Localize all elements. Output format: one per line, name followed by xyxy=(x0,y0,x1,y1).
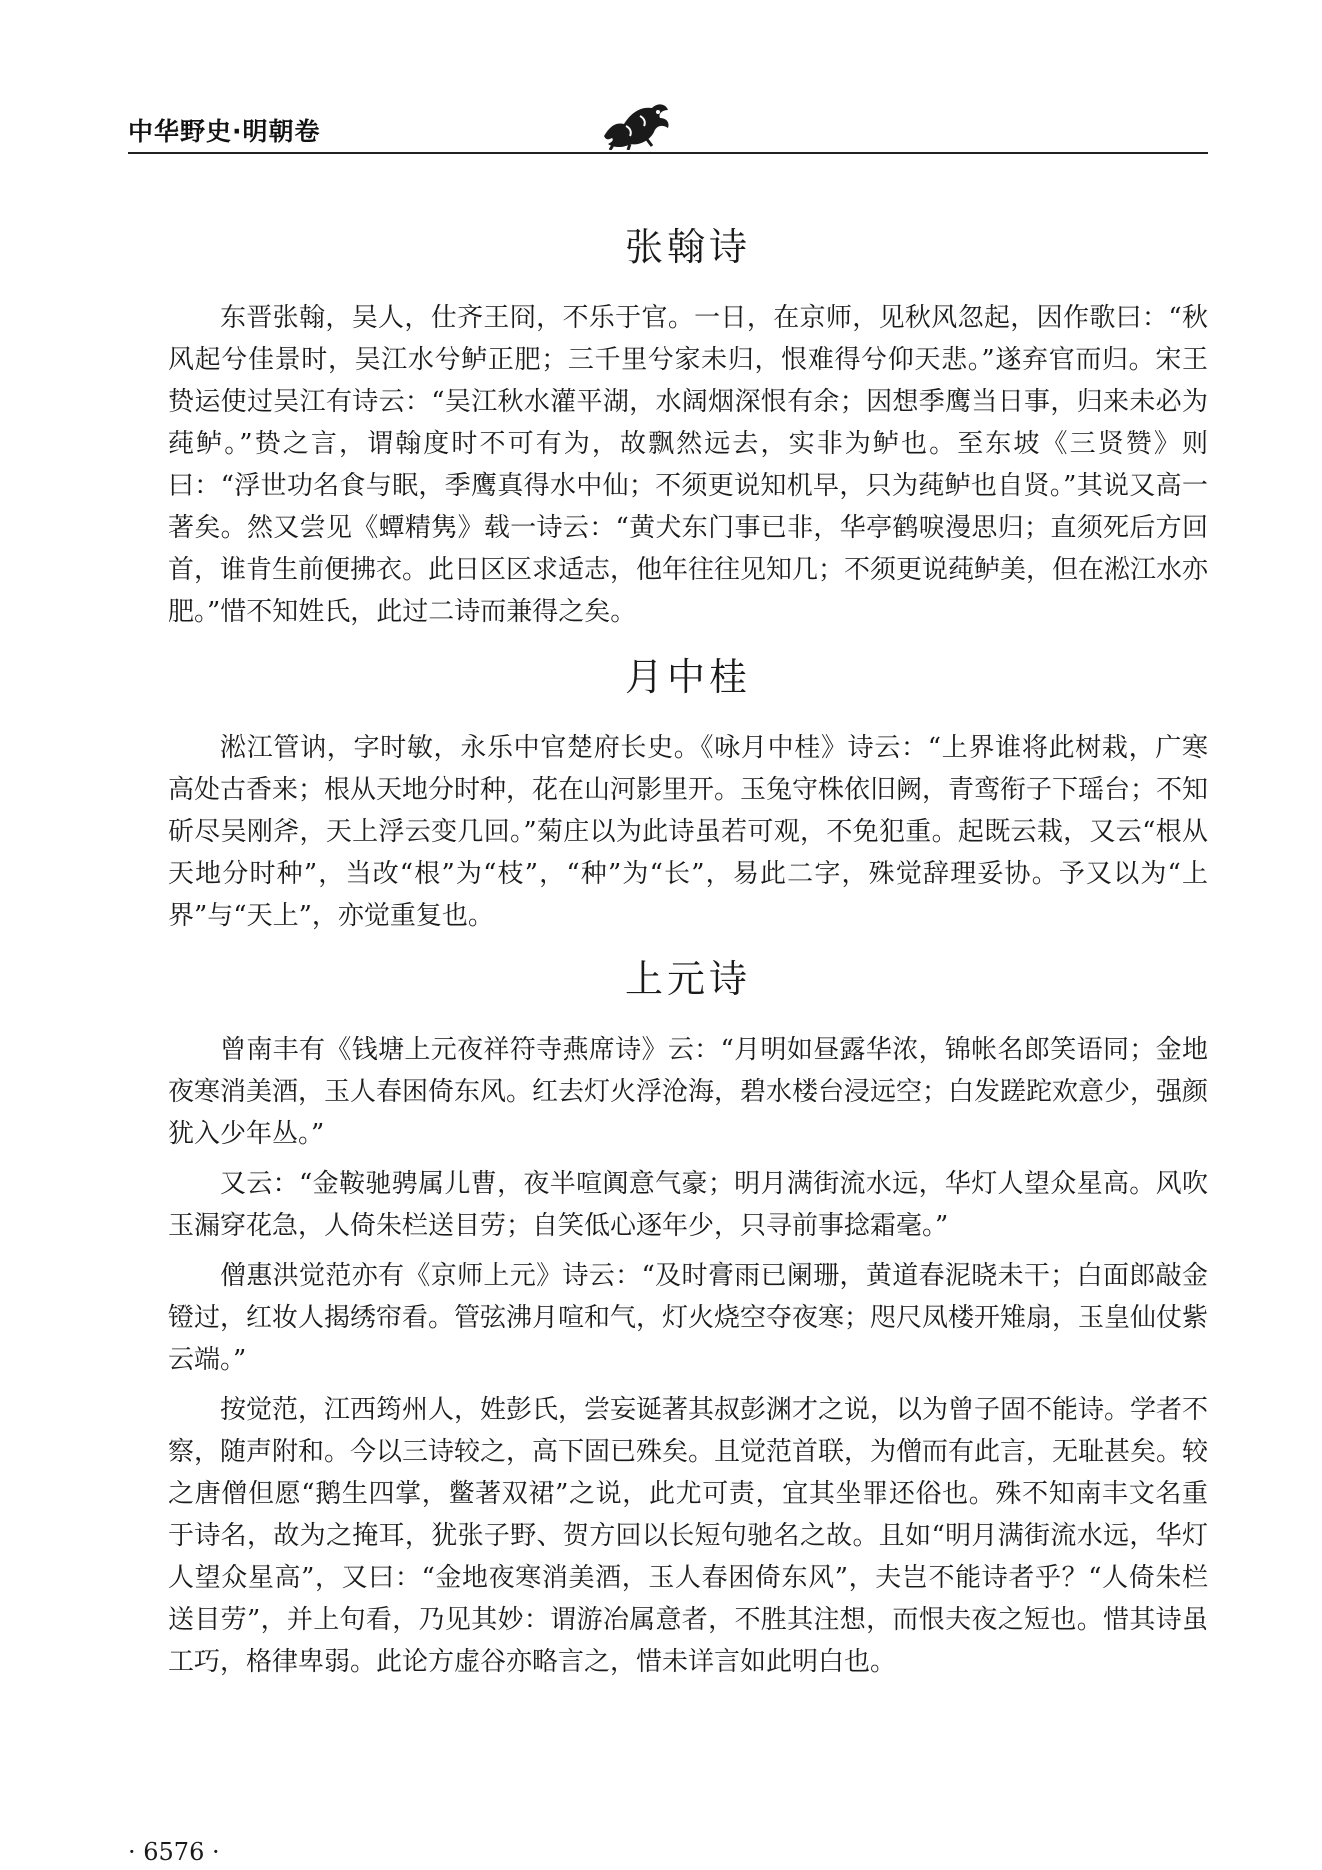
section-title: 上元诗 xyxy=(624,957,751,1001)
section-title: 月中桂 xyxy=(624,655,751,699)
page-number: · 6576 · xyxy=(128,1838,220,1866)
paragraph: 曾南丰有《钱塘上元夜祥符寺燕席诗》云：“月明如昼露华浓，锦帐名郎笑语同；金地夜寒消美酒，玉人春困倚东风。红去灯火浮沧海，碧水楼台浸远空；白发蹉跎欢意少，强颜犹入少年丛。” xyxy=(168,1035,1209,1149)
page-content xyxy=(168,205,1208,1683)
header-divider xyxy=(128,152,1208,154)
paragraph: 按觉范，江西筠州人，姓彭氏，尝妄诞著其叔彭渊才之说，以为曾子固不能诗。学者不察，随声附和。今以三诗较之，高下固已殊矣。且觉范首联，为僧而有此言，无耻甚矣。较之唐僧但愿“鹅生四掌，鳖著双裙”之说，此尤可责，宜其坐罪还俗也。殊不知南丰文名重于诗名，故为之掩耳，犹张子野、贺方回以长短句驰名之故。且如“明月满街流水远，华灯人望众星高”，又曰：“金地夜寒消美酒，玉人春困倚东风”，夫岂不能诗者乎？“人倚朱栏送目劳”，并上句看，乃见其妙：谓游冶属意者，不胜其注想，而恨夫夜之短也。惜其诗虽工巧，格律卑弱。此论方虚谷亦略言之，惜未详言如此明白也。 xyxy=(168,1395,1209,1677)
page-header xyxy=(128,96,1208,156)
section-title: 张翰诗 xyxy=(624,225,751,269)
paragraph: 东晋张翰，吴人，仕齐王冏，不乐于官。一日，在京师，见秋风忽起，因作歌曰：“秋风起兮佳景时，吴江水兮鲈正肥；三千里兮家未归，恨难得兮仰天悲。”遂弃官而归。宋王贽运使过吴江有诗云：“吴江秋水灌平湖，水阔烟深恨有余；因想季鹰当日事，归来未必为莼鲈。”贽之言，谓翰度时不可有为，故飘然远去，实非为鲈也。至东坡《三贤赞》则曰：“浮世功名食与眠，季鹰真得水中仙；不须更说知机早，只为莼鲈也自贤。”其说又高一著矣。然又尝见《蟫精隽》载一诗云：“黄犬东门事已非，华亭鹤唳漫思归；直须死后方回首，谁肯生前便拂衣。此日区区求适志，他年往往见知几；不须更说莼鲈美，但在淞江水亦肥。”惜不知姓氏，此过二诗而兼得之矣。 xyxy=(168,303,1209,627)
section-body xyxy=(168,297,1208,633)
section-lantern-festival-poem xyxy=(168,949,1208,1683)
paragraph: 淞江管讷，字时敏，永乐中官楚府长史。《咏月中桂》诗云：“上界谁将此树栽，广寒高处古香来；根从天地分时种，花在山河影里开。玉兔守株依旧阙，青鸾衔子下瑶台；不知斫尽吴刚斧，天上浮云变几回。”菊庄以为此诗虽若可观，不免犯重。起既云栽，又云“根从天地分时种”，当改“根”为“枝”，“种”为“长”，易此二字，殊觉辞理妥协。予又以为“上界”与“天上”，亦觉重复也。 xyxy=(168,733,1209,931)
book-title: 中华野史·明朝卷 xyxy=(128,117,321,146)
paragraph: 僧惠洪觉范亦有《京师上元》诗云：“及时膏雨已阑珊，黄道春泥晓未干；白面郎敲金镫过，红妆人揭绣帘看。管弦沸月喧和气，灯火烧空夺夜寒；咫尺凤楼开雉扇，玉皇仙仗紫云端。” xyxy=(168,1261,1209,1375)
dragon-emblem-icon xyxy=(596,96,676,150)
section-zhang-han-poem xyxy=(168,217,1208,633)
section-body xyxy=(168,727,1208,937)
paragraph: 又云：“金鞍驰骋属儿曹，夜半喧阗意气豪；明月满街流水远，华灯人望众星高。风吹玉漏穿花急，人倚朱栏送目劳；自笑低心逐年少，只寻前事捻霜毫。” xyxy=(168,1169,1208,1241)
section-moon-osmanthus xyxy=(168,647,1208,937)
section-body xyxy=(168,1029,1208,1683)
